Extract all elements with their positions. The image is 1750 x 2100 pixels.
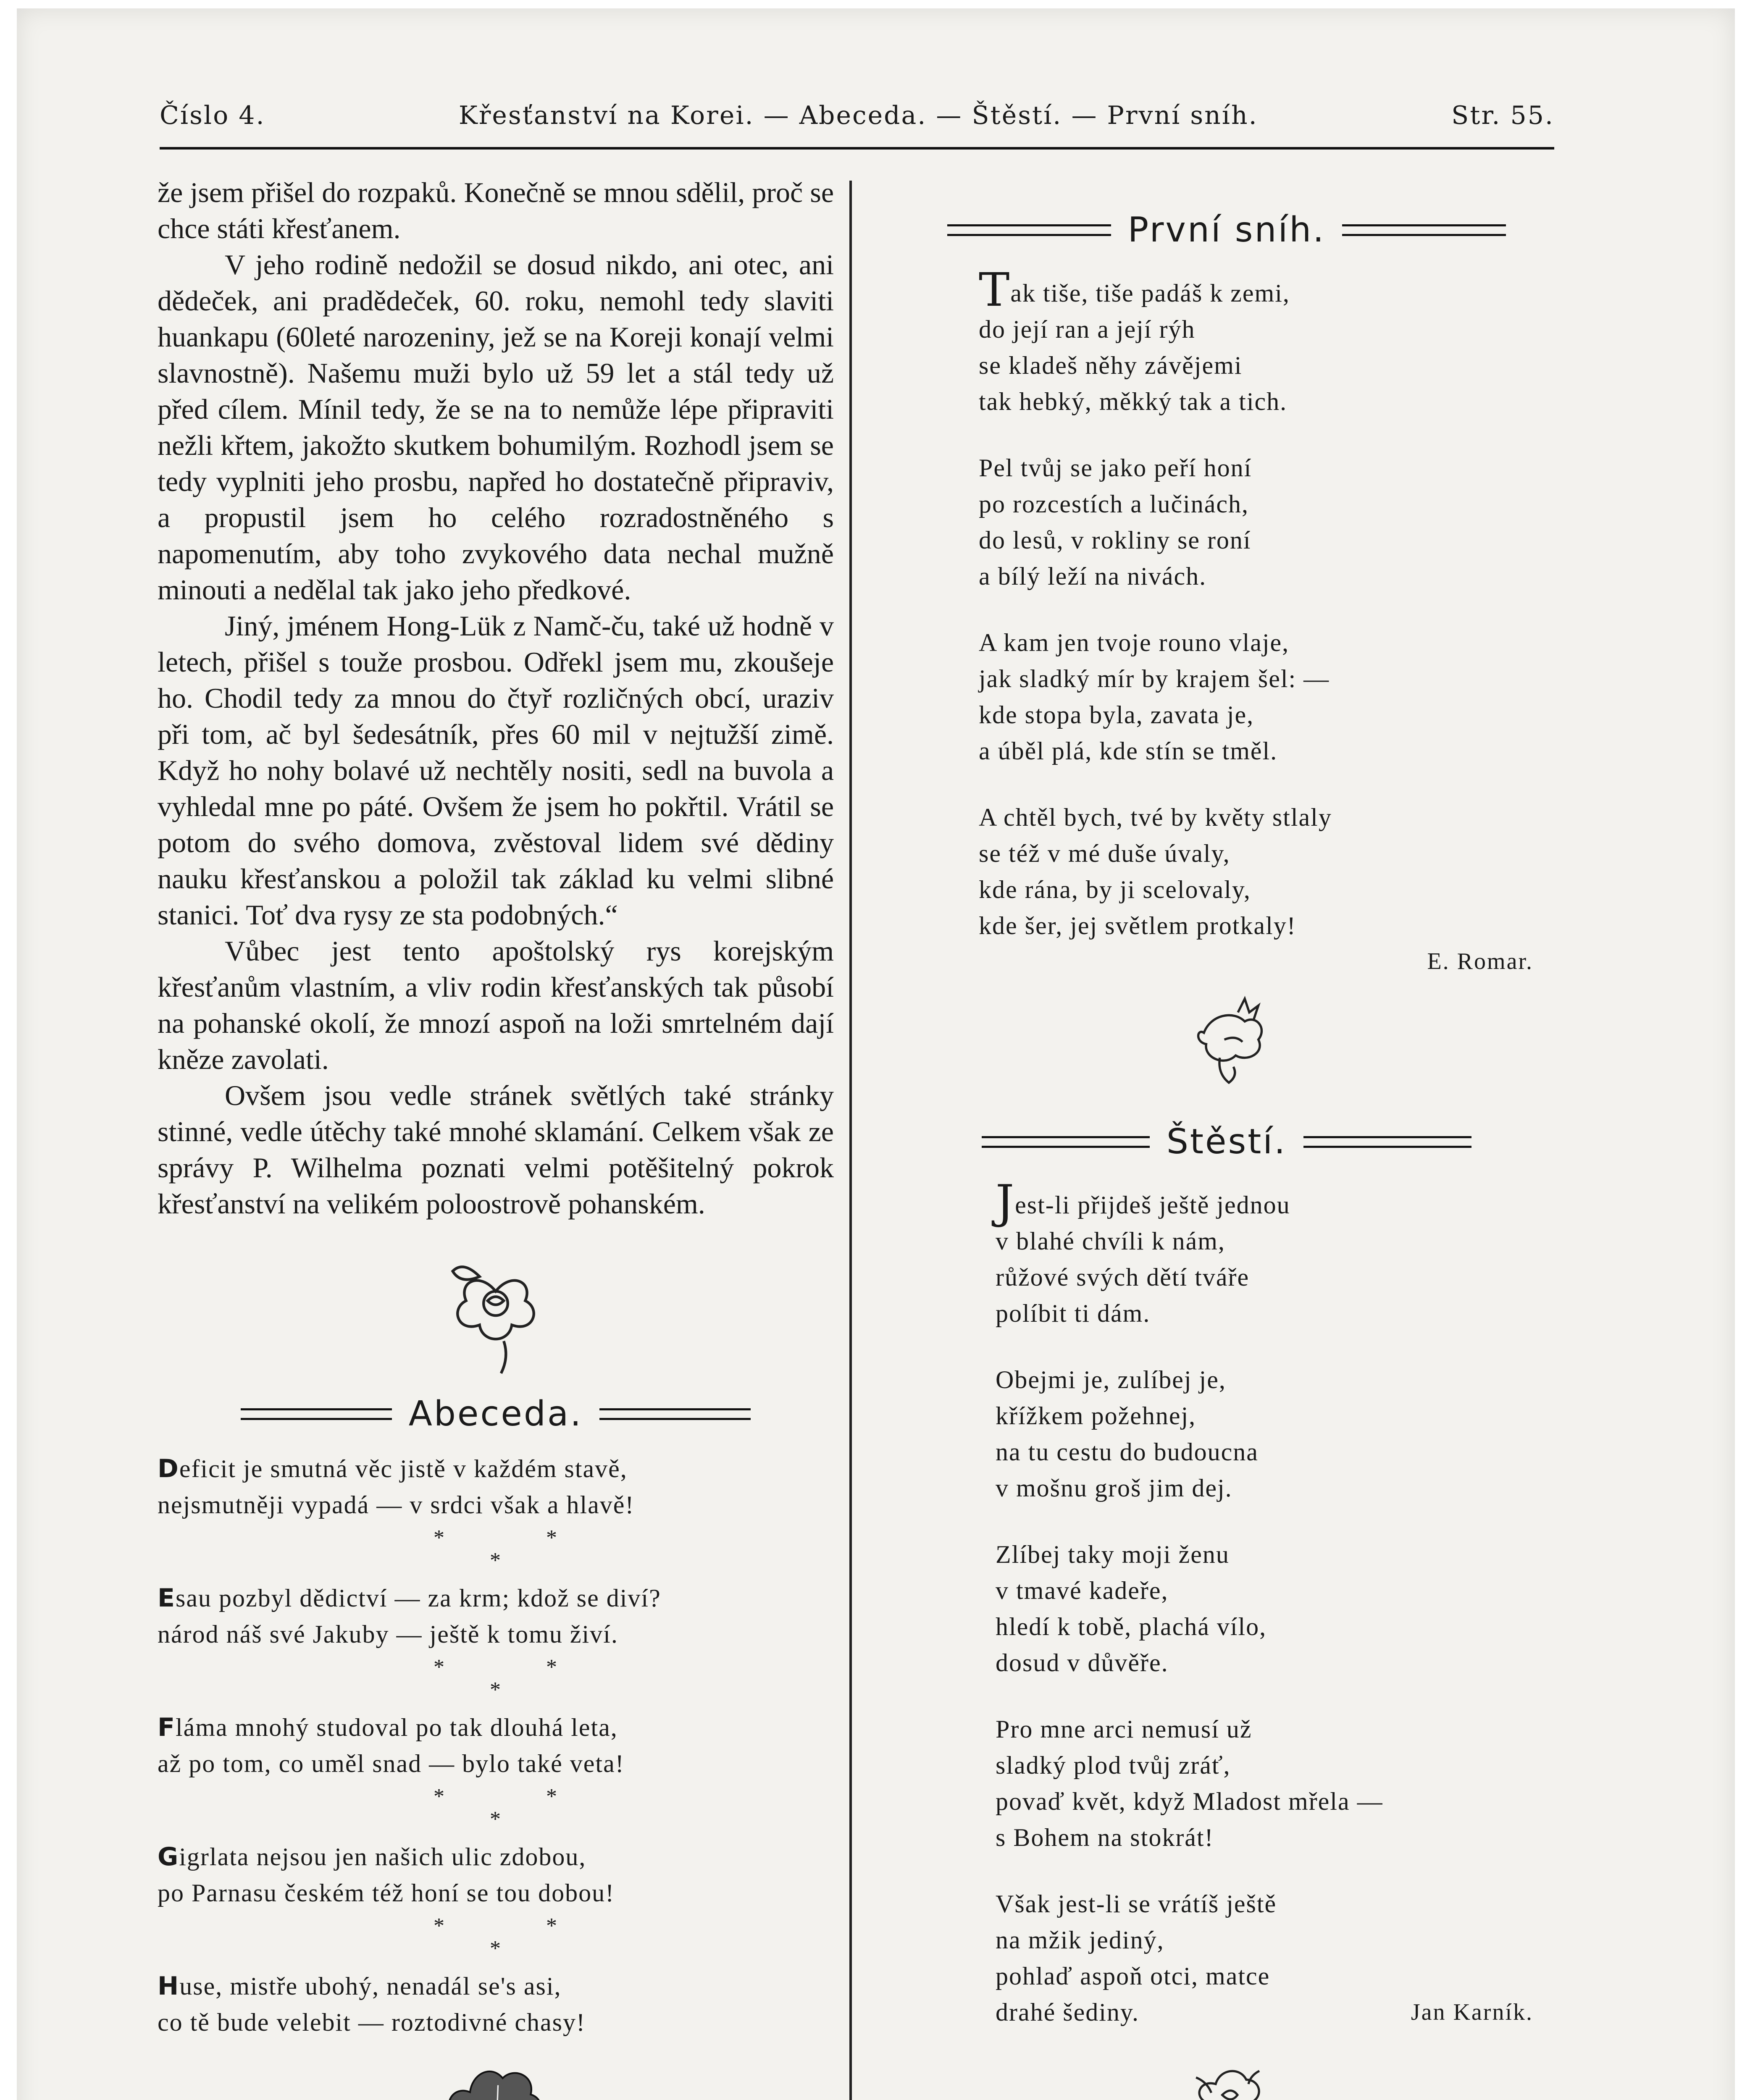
issue-number: Číslo 4. xyxy=(160,101,265,130)
verse-line: kde stopa byla, zavata je, xyxy=(979,701,1254,729)
flower-sprig-icon xyxy=(1170,987,1283,1101)
verse-line: v tmavé kadeře, xyxy=(996,1577,1169,1604)
verse-line: jak sladký mír by krajem šel: — xyxy=(979,665,1330,693)
title-rule xyxy=(1303,1136,1471,1148)
verse-line: růžové svých dětí tváře xyxy=(996,1263,1250,1291)
stanza xyxy=(996,1175,1533,1331)
couplet xyxy=(158,1968,834,2040)
paragraph: že jsem přišel do rozpaků. Konečně se mnou sdělil, proč se chce státi křesťanem. xyxy=(158,176,834,244)
right-column xyxy=(920,210,1533,2100)
verse-line: hledí k tobě, plachá vílo, xyxy=(996,1613,1267,1641)
verse-line: až po tom, co uměl snad — bylo také veta! xyxy=(158,1750,625,1777)
verse-line: co tě bude velebit — roztodivné chasy! xyxy=(158,2008,586,2036)
verse-line: ak tiše, tiše padáš k zemi, xyxy=(1010,279,1290,307)
verse-line: a úběl plá, kde stín se tměl. xyxy=(979,737,1278,765)
column-divider xyxy=(849,181,852,2100)
verse-line: do lesů, v rokliny se roní xyxy=(979,526,1251,554)
verse-line: use, mistře ubohý, nenadál se's asi, xyxy=(179,1972,562,2000)
verse-line: se též v mé duše úvaly, xyxy=(979,840,1230,867)
initial-letter: E xyxy=(158,1583,176,1613)
prvni-snih-title: První sníh. xyxy=(1127,210,1326,250)
verse-line: Pro mne arci nemusí už xyxy=(996,1715,1252,1743)
stanza xyxy=(979,799,1533,944)
stanza xyxy=(979,625,1533,769)
abeceda-poem xyxy=(158,1451,834,2040)
stanza xyxy=(979,263,1533,420)
verse-line: do její ran a její rýh xyxy=(979,315,1196,343)
ivy-leaf-icon xyxy=(437,2057,554,2100)
flower-ornament xyxy=(920,2051,1533,2100)
asterism: * * * xyxy=(434,1526,558,1572)
verse-line: dosud v důvěře. xyxy=(996,1649,1169,1677)
author-signature: E. Romar. xyxy=(1427,948,1533,974)
verse-line: pohlaď aspoň otci, matce xyxy=(996,1962,1270,1990)
title-rule xyxy=(947,224,1111,236)
stesti-title: Štěstí. xyxy=(1166,1122,1287,1162)
verse-line: A chtěl bych, tvé by květy stlaly xyxy=(979,803,1332,831)
verse-line: Pel tvůj se jako peří honí xyxy=(979,454,1252,482)
header-rule xyxy=(160,147,1554,150)
verse-line: tak hebký, měkký tak a tich. xyxy=(979,388,1288,415)
verse-line: se kladeš něhy závějemi xyxy=(979,352,1243,379)
rose-icon xyxy=(428,1247,563,1381)
stesti-heading xyxy=(920,1122,1533,1162)
verse-line: drahé šediny. xyxy=(996,1998,1139,2026)
initial-letter: G xyxy=(158,1842,179,1872)
stanza xyxy=(996,1362,1533,1506)
verse-line: est-li přijdeš ještě jednou xyxy=(1015,1191,1290,1219)
couplet xyxy=(158,1839,834,1911)
verse-line: A kam jen tvoje rouno vlaje, xyxy=(979,629,1290,656)
paragraph: Ovšem jsou vedle stránek světlých také stránky stinné, vedle útěchy také mnohé sklamání. Celkem však ze správy P. Wilhelma poznati velmi potěšitelný pokrok křesťanství na velikém poloostrově pohanském. xyxy=(158,1079,834,1220)
stanza xyxy=(996,1536,1533,1681)
verse-line: křížkem požehnej, xyxy=(996,1402,1196,1430)
verse-line: po rozcestích a lučinách, xyxy=(979,490,1249,518)
initial-letter: J xyxy=(996,1175,1015,1228)
rose-bud-icon xyxy=(1172,2051,1281,2100)
verse-line: a bílý leží na nivách. xyxy=(979,562,1207,590)
stesti-poem xyxy=(920,1175,1533,2030)
title-rule xyxy=(1342,224,1506,236)
stanza xyxy=(979,450,1533,594)
leaf-ornament xyxy=(158,2057,834,2100)
author-signature: Jan Karník. xyxy=(1411,1999,1533,2025)
couplet xyxy=(158,1451,834,1523)
prvni-snih-heading xyxy=(920,210,1533,250)
verse-line: igrlata nejsou jen našich ulic zdobou, xyxy=(179,1843,586,1871)
title-rule xyxy=(599,1408,751,1420)
verse-line: Obejmi je, zulíbej je, xyxy=(996,1366,1226,1394)
initial-letter: F xyxy=(158,1713,176,1742)
header-topics: Křesťanství na Korei. — Abeceda. — Štěstí. — První sníh. xyxy=(458,101,1258,130)
paragraph: V jeho rodině nedožil se dosud nikdo, ani otec, ani dědeček, ani pradědeček, 60. roku, nemohl tedy slaviti huankapu (60leté narozeniny, jež se na Koreji konají velmi slavnostně). Našemu muži bylo už 59 let a stál tedy už před cílem. Mínil tedy, že se na to nemůže lépe připraviti nežli křtem, jakožto skutkem bohumilým. Rozhodl jsem se tedy vyplniti jeho prosbu, napřed ho dostatečně připraviv, a propustil jsem ho celého rozradostněného s napomenutím, aby toho zvykového data nechal mužně minouti a nedělal tak jako jeho předkové. xyxy=(158,249,834,606)
initial-letter: D xyxy=(158,1454,179,1483)
verse-line: kde rána, by ji scelovaly, xyxy=(979,876,1251,903)
verse-line: sladký plod tvůj zráť, xyxy=(996,1751,1231,1779)
flower-ornament xyxy=(158,1247,834,1386)
title-rule xyxy=(241,1408,392,1420)
verse-line: políbit ti dám. xyxy=(996,1299,1151,1327)
couplet xyxy=(158,1709,834,1782)
paragraph: Jiný, jménem Hong-Lük z Namč-ču, také už hodně v letech, přišel s touže prosbou. Odřekl jsem mu, zkoušeje ho. Chodil tedy za mnou do čtyř rozličných obcí, uraziv při tom, ač byl šedesátník, přes 60 mil v nejtužší zimě. Když ho nohy bolavé už nechtěly nositi, sedl na buvola a vyhledal mne po páté. Ovšem že jsem ho pokřtil. Vrátil se potom do svého domova, zvěstoval lidem své dědiny nauku křesťanskou a položil tak základ ku velmi slibné stanici. Toť dva rysy ze sta podobných.“ xyxy=(158,610,834,931)
verse-line: s Bohem na stokrát! xyxy=(996,1824,1214,1851)
verse-line: Zlíbej taky moji ženu xyxy=(996,1541,1230,1568)
verse-line: v mošnu groš jim dej. xyxy=(996,1474,1232,1502)
stanza xyxy=(996,1886,1533,2030)
page-number: Str. 55. xyxy=(1451,101,1554,130)
prvni-snih-poem xyxy=(920,263,1533,944)
verse-line: na mžik jediný, xyxy=(996,1926,1164,1954)
verse-line: v blahé chvíli k nám, xyxy=(996,1227,1225,1255)
running-header xyxy=(160,101,1554,130)
abeceda-heading xyxy=(158,1394,834,1434)
verse-line: na tu cestu do budoucna xyxy=(996,1438,1259,1466)
stanza xyxy=(996,1711,1533,1856)
verse-line: Však jest-li se vrátíš ještě xyxy=(996,1890,1277,1918)
verse-line: kde šer, jej světlem protkaly! xyxy=(979,912,1296,940)
verse-line: láma mnohý studoval po tak dlouhá leta, xyxy=(176,1714,618,1741)
verse-line: po Parnasu českém též honí se tou dobou! xyxy=(158,1879,615,1907)
flower-ornament xyxy=(920,987,1533,1113)
left-column xyxy=(158,174,834,2100)
initial-letter: T xyxy=(979,263,1011,317)
couplet xyxy=(158,1580,834,1652)
verse-line: eficit je smutná věc jistě v každém stavě, xyxy=(179,1455,628,1483)
verse-line: nejsmutněji vypadá — v srdci však a hlavě! xyxy=(158,1491,635,1519)
abeceda-title: Abeceda. xyxy=(408,1394,583,1434)
title-rule xyxy=(982,1136,1150,1148)
article-continuation xyxy=(158,174,834,1222)
paragraph: Vůbec jest tento apoštolský rys korejským křesťanům vlastním, a vliv rodin křesťanských tak působí na pohanské okolí, že mnozí aspoň na loži smrtelném dají kněze zavolati. xyxy=(158,935,834,1075)
asterism: * * * xyxy=(434,1655,558,1702)
verse-line: sau pozbyl dědictví — za krm; kdož se diví? xyxy=(176,1584,661,1612)
asterism: * * * xyxy=(434,1914,558,1961)
verse-line: národ náš své Jakuby — ještě k tomu živí. xyxy=(158,1620,618,1648)
initial-letter: H xyxy=(158,1971,180,2001)
verse-line: povaď květ, když Mladost mřela — xyxy=(996,1788,1383,1815)
asterism: * * * xyxy=(434,1785,558,1831)
